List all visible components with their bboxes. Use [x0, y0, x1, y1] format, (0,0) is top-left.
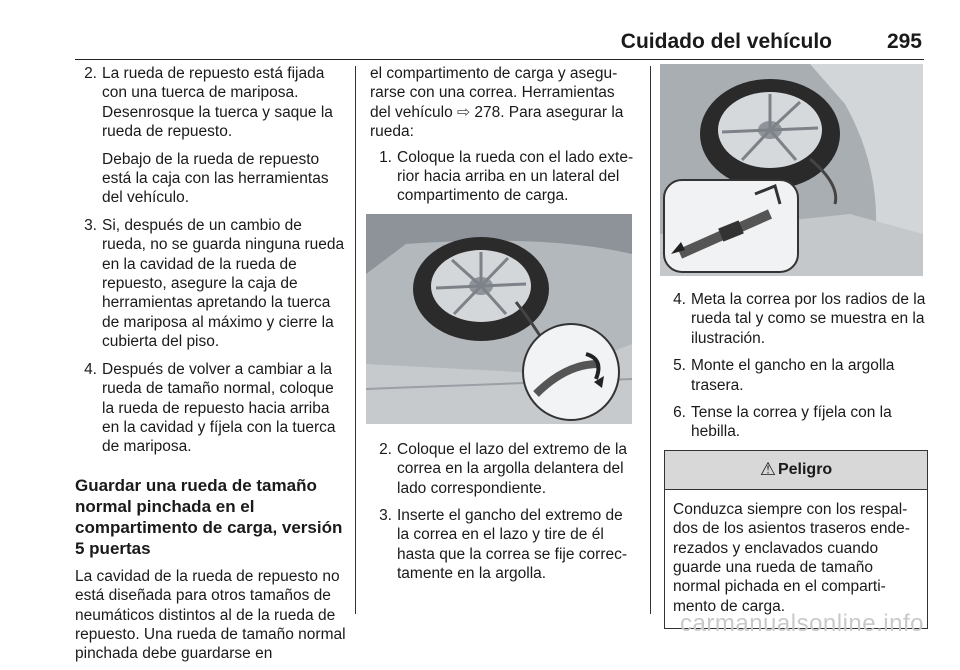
watermark: carmanualsonline.info — [680, 610, 924, 637]
warning-header — [665, 451, 927, 490]
list-item — [664, 290, 926, 348]
item-text: Meta la correa por los radios de la rueda tal y como se muestra en la ilustración. — [691, 291, 926, 347]
header-rule — [75, 59, 924, 60]
item-number: 4. — [673, 291, 686, 308]
item-text: Coloque la rueda con el lado exterior hacia arriba en un lateral del compartimento de carga. — [397, 148, 634, 205]
list-item — [75, 360, 350, 457]
intro-text-a: el compartimento de carga y asegurarse con una correa. Herramientas del vehículo — [370, 65, 618, 121]
item-number: 2. — [379, 440, 392, 458]
column-divider-2 — [650, 66, 651, 614]
section-heading: Guardar una rueda de tamaño normal pinchada en el compartimento de carga, versión 5 puertas — [75, 475, 343, 558]
column-3 — [664, 64, 926, 629]
item-text: Coloque el lazo del extremo de la correa en la argolla delantera del lado correspondiente. — [397, 440, 628, 497]
list-item — [75, 216, 350, 352]
danger-warning-box — [664, 450, 928, 629]
strap-illustration — [660, 64, 923, 276]
item-text: Monte el gancho en la argolla trasera. — [691, 357, 895, 394]
column-1 — [75, 64, 350, 670]
item-number: 3. — [379, 507, 392, 525]
warning-triangle-icon: ⚠ — [759, 459, 776, 480]
warning-text: Conduzca siempre con los respaldos de los asientos traseros enderezados y enclavados cuando guarde una rueda de tamaño normal pichada en el compartimento de carga. — [673, 500, 910, 615]
item-number: 2. — [84, 65, 97, 82]
spare-wheel-drawing — [366, 214, 632, 424]
item-number: 1. — [379, 148, 392, 166]
intro-paragraph — [370, 64, 634, 142]
item-text: Si, después de un cambio de rueda, no se guarda ninguna rueda en la cavidad de la rueda de repuesto, asegure la caja de herramientas apretando la tuerca de mariposa al máximo y cierre la cubierta del piso. — [102, 216, 345, 351]
spare-wheel-illustration — [366, 214, 632, 424]
list-item — [370, 440, 634, 498]
list-item — [370, 148, 634, 206]
item-text: Después de volver a cambiar a la rueda de tamaño normal, coloque la rueda de repuesto hacia arriba en la cavidad y fíjela con la tuerca de mariposa. — [102, 360, 336, 456]
column-2 — [370, 64, 634, 592]
list-item — [75, 64, 350, 142]
list-item — [370, 506, 634, 584]
header-title: Cuidado del vehículo — [620, 30, 832, 53]
item-text: La rueda de repuesto está fijada con una tuerca de mariposa. Desenrosque la tuerca y saque la rueda de repuesto. — [102, 65, 333, 141]
list-item — [664, 356, 926, 395]
item-number: 4. — [84, 360, 97, 378]
item-number: 6. — [673, 404, 686, 422]
section-intro: La cavidad de la rueda de repuesto no está diseñada para otros tamaños de neumáticos distintos al de la rueda de repuesto. Una rueda de tamaño normal pinchada debe guardarse en — [75, 567, 346, 663]
page-number: 295 — [886, 30, 922, 53]
item-note: Debajo de la rueda de repuesto está la caja con las herramientas del vehículo. — [102, 150, 329, 207]
list-item — [664, 403, 926, 442]
item-text: Tense la correa y fíjela con la hebilla. — [691, 404, 892, 441]
intro-text-b: 278. Para asegurar la rueda: — [370, 103, 624, 141]
strap-drawing — [660, 64, 923, 276]
warning-title: Peligro — [777, 461, 833, 479]
column-divider-1 — [355, 66, 356, 614]
item-number: 3. — [84, 216, 97, 234]
cross-reference-arrow-icon: ⇨ — [457, 103, 471, 121]
item-text: Inserte el gancho del extremo de la correa en el lazo y tire de él hasta que la correa se fije correctamente en la argolla. — [397, 507, 628, 583]
item-number: 5. — [673, 357, 686, 375]
